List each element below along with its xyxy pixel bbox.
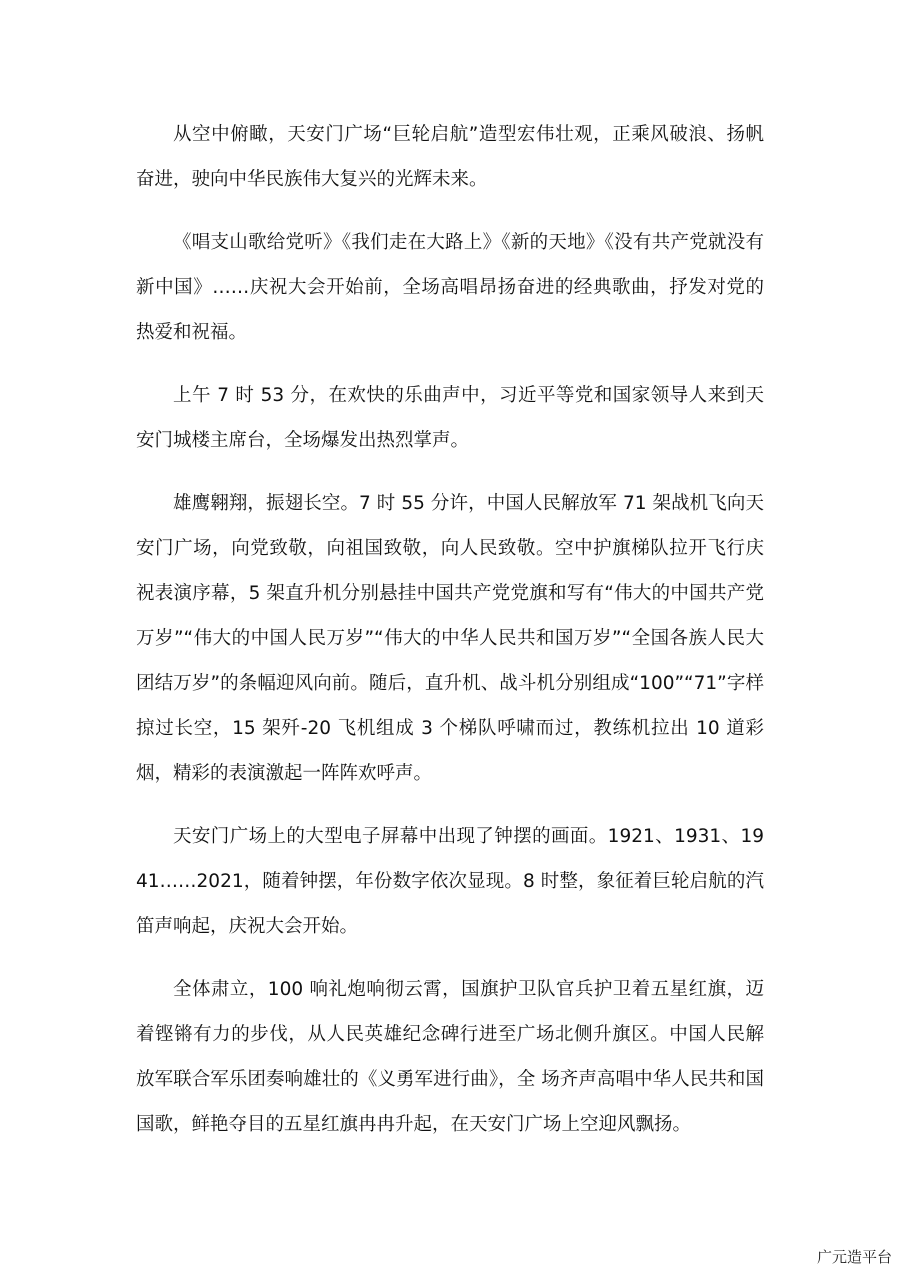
paragraph-5: 天安门广场上的大型电子屏幕中出现了钟摆的画面。1921、1931、1941……2021，随着钟摆，年份数字依次显现。8 时整，象征着巨轮启航的汽笛声响起，庆祝大会开始。 bbox=[136, 826, 764, 937]
paragraph-2: 《唱支山歌给党听》《我们走在大路上》《新的天地》《没有共产党就没有新中国》……庆祝大会开始前，全场高唱昂扬奋进的经典歌曲，抒发对党的热爱和祝福。 bbox=[136, 232, 764, 343]
document-body bbox=[136, 112, 764, 1165]
paragraph-3: 上午 7 时 53 分，在欢快的乐曲声中，习近平等党和国家领导人来到天安门城楼主席台，全场爆发出热烈掌声。 bbox=[136, 385, 764, 451]
paragraph-1: 从空中俯瞰，天安门广场“巨轮启航”造型宏伟壮观，正乘风破浪、扬帆奋进，驶向中华民族伟大复兴的光辉未来。 bbox=[136, 124, 764, 190]
paragraph-4: 雄鹰翱翔，振翅长空。7 时 55 分许，中国人民解放军 71 架战机飞向天安门广场，向党致敬，向祖国致敬，向人民致敬。空中护旗梯队拉开飞行庆祝表演序幕，5 架直升机分别悬挂中国共产党党旗和写有“伟大的中国共产党万岁”“伟大的中国人民万岁”“伟大的中华人民共和国万岁”“全国各族人民大团结万岁”的条幅迎风向前。随后，直升机、战斗机分别组成“100”“71”字样掠过长空，15 架歼-20 飞机组成 3 个梯队呼啸而过，教练机拉出 10 道彩烟，精彩的表演激起一阵阵欢呼声。 bbox=[136, 493, 764, 784]
footer-watermark: 广元造平台 bbox=[816, 1248, 892, 1266]
paragraph-6: 全体肃立，100 响礼炮响彻云霄，国旗护卫队官兵护卫着五星红旗，迈着铿锵有力的步伐，从人民英雄纪念碑行进至广场北侧升旗区。中国人民解放军联合军乐团奏响雄壮的《义勇军进行曲》，全 场齐声高唱中华人民共和国国歌，鲜艳夺目的五星红旗冉冉升起，在天安门广场上空迎风飘扬。 bbox=[136, 979, 764, 1135]
